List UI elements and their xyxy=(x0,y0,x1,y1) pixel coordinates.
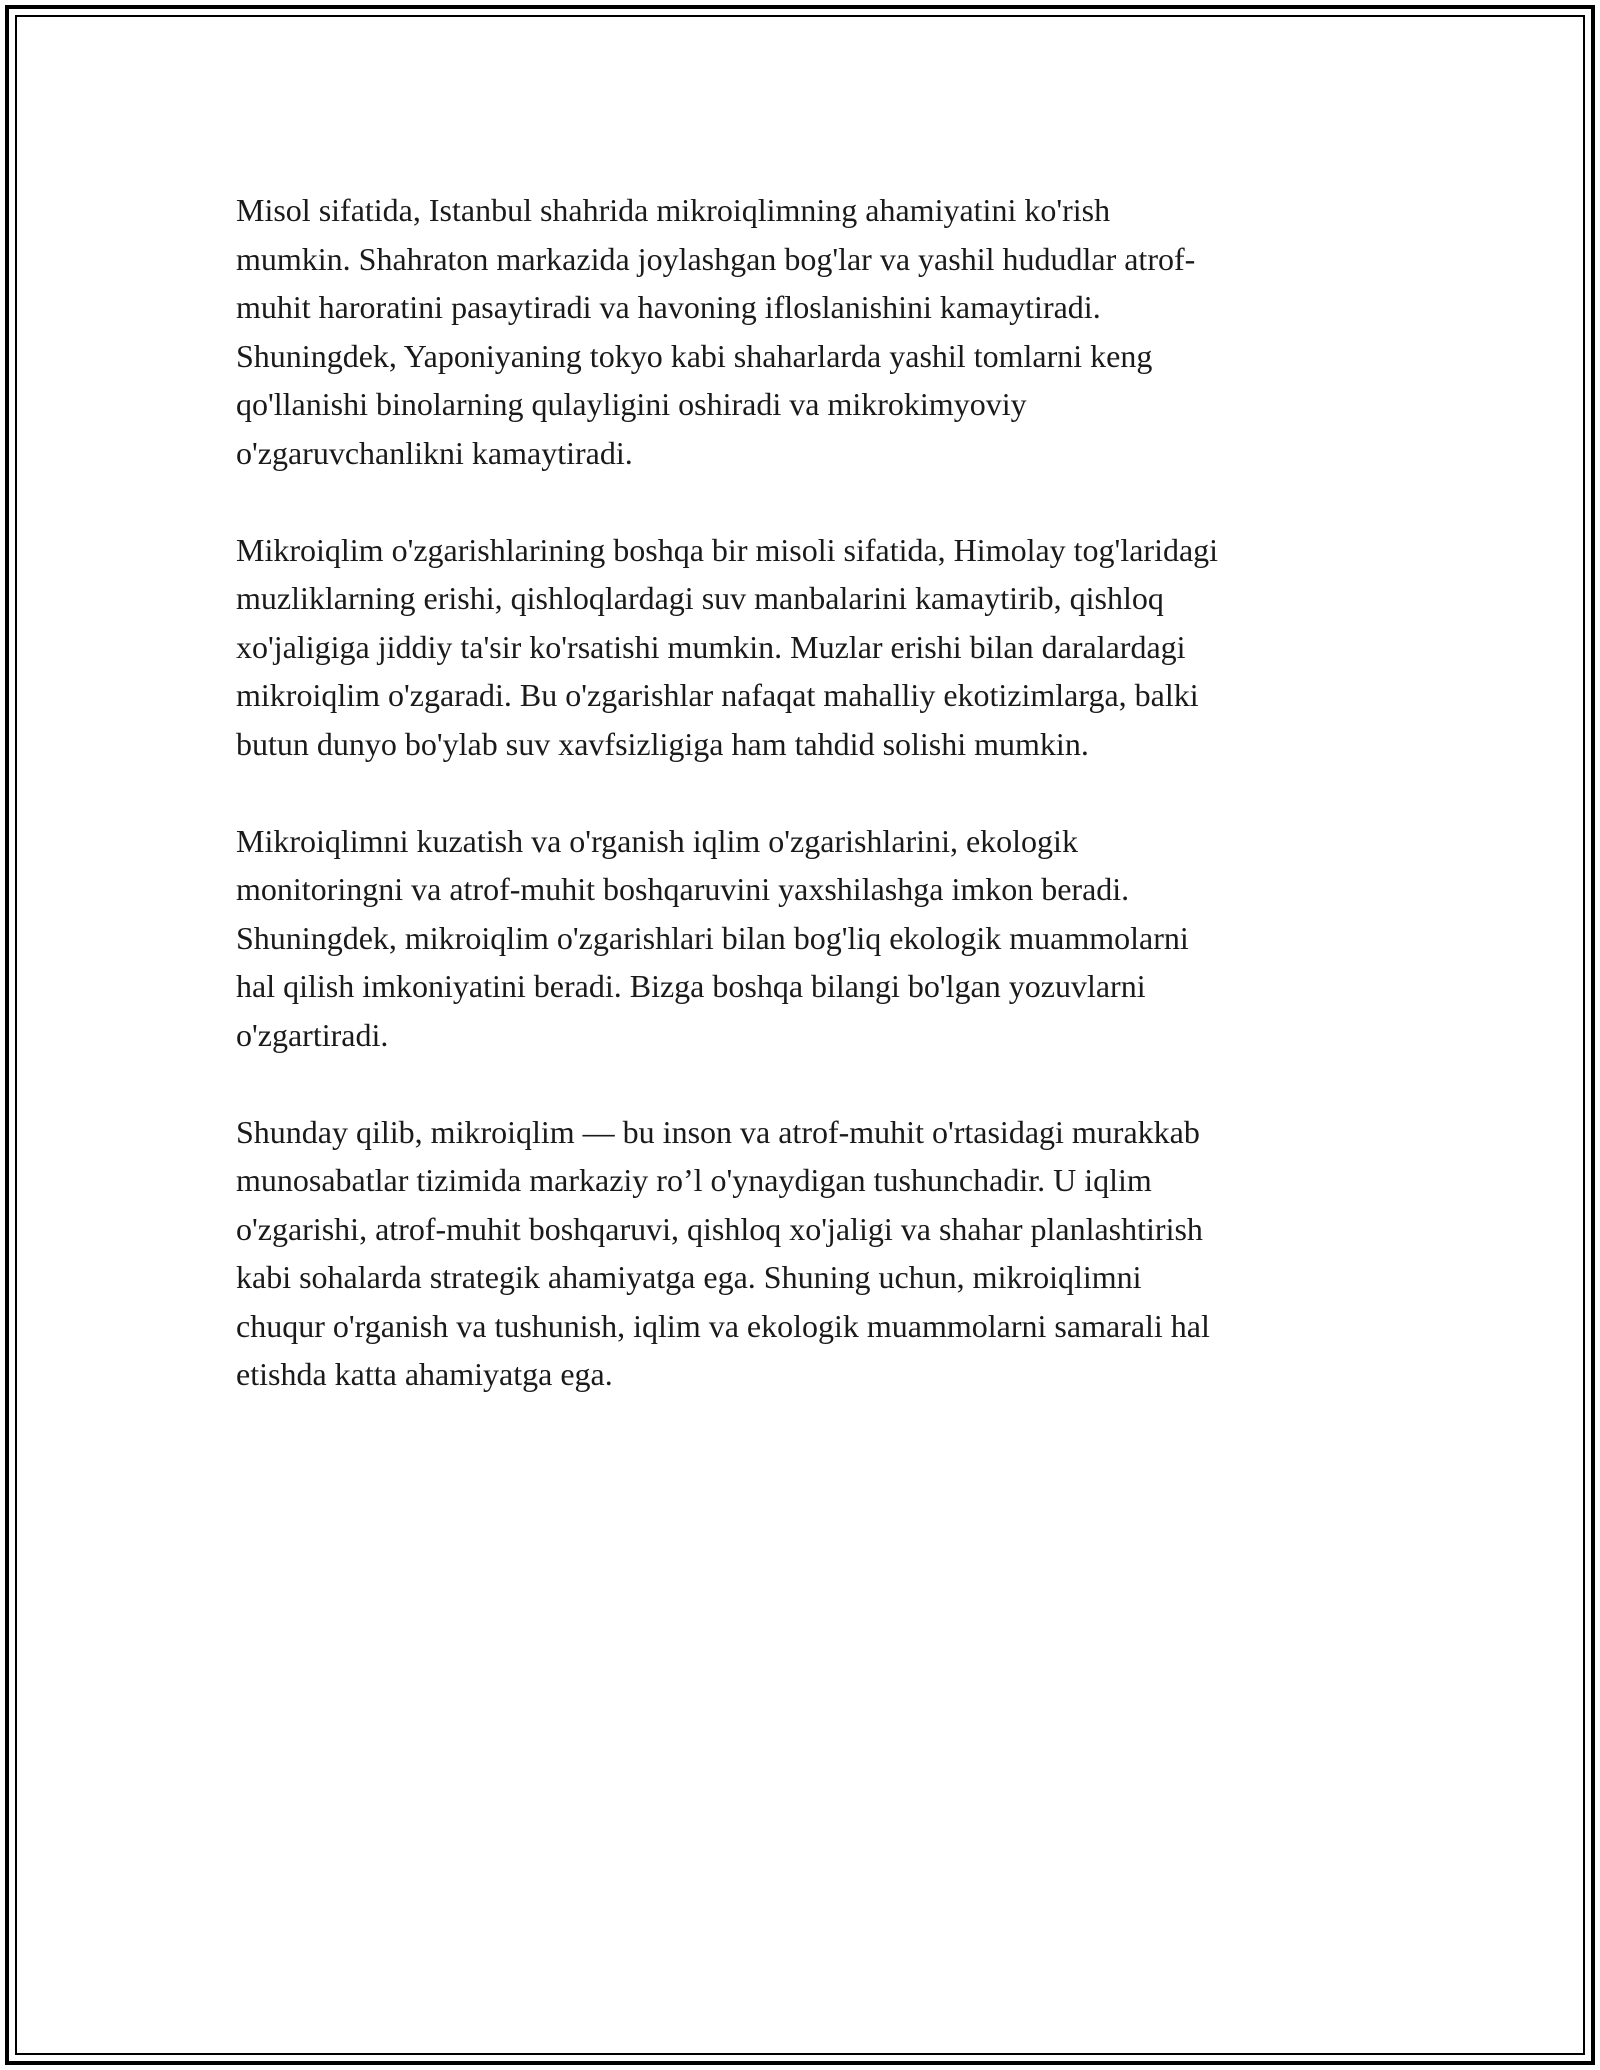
text-line: mikroiqlim o'zgaradi. Bu o'zgarishlar nafaqat mahalliy ekotizimlarga, balki xyxy=(236,677,1199,713)
text-line: chuqur o'rganish va tushunish, iqlim va ekologik muammolarni samarali hal xyxy=(236,1307,1210,1344)
text-line: kabi sohalarda strategik ahamiyatga ega. Shuning uchun, mikroiqlimni xyxy=(236,1259,1142,1295)
text-line: muzliklarning erishi, qishloqlardagi suv manbalarini kamaytirib, qishloq xyxy=(236,580,1164,616)
paragraph-2 xyxy=(236,526,1376,769)
text-line: Shuningdek, mikroiqlim o'zgarishlari bilan bog'liq ekologik muammolarni xyxy=(236,919,1189,956)
text-line: Mikroiqlim o'zgarishlarining boshqa bir misoli sifatida, Himolay tog'laridagi xyxy=(236,531,1219,568)
text-line: Mikroiqlimni kuzatish va o'rganish iqlim o'zgarishlarini, ekologik xyxy=(236,822,1078,859)
text-line: Shunday qilib, mikroiqlim — bu inson va atrof-muhit o'rtasidagi murakkab xyxy=(236,1113,1200,1150)
paragraph-3 xyxy=(236,817,1376,1060)
text-line: Misol sifatida, Istanbul shahrida mikroiqlimning ahamiyatini ko'rish xyxy=(236,192,1111,228)
paragraph-1 xyxy=(236,186,1376,477)
text-line: qo'llanishi binolarning qulayligini oshiradi va mikrokimyoviy xyxy=(236,386,1027,422)
text-line: munosabatlar tizimida markaziy ro’l o'ynaydigan tushunchadir. U iqlim xyxy=(236,1162,1152,1198)
paragraph-4 xyxy=(236,1108,1376,1399)
text-line: monitoringni va atrof-muhit boshqaruvini yaxshilashga imkon beradi. xyxy=(236,871,1130,907)
text-line: etishda katta ahamiyatga ega. xyxy=(236,1356,613,1392)
text-line: mumkin. Shahraton markazida joylashgan bog'lar va yashil hududlar atrof- xyxy=(236,240,1196,277)
text-line: o'zgartiradi. xyxy=(236,1016,389,1053)
text-line: butun dunyo bo'ylab suv xavfsizligiga ham tahdid solishi mumkin. xyxy=(236,725,1089,762)
document-body xyxy=(236,186,1376,1447)
text-line: xo'jaligiga jiddiy ta'sir ko'rsatishi mumkin. Muzlar erishi bilan daralardagi xyxy=(236,628,1186,665)
text-line: o'zgarishi, atrof-muhit boshqaruvi, qishloq xo'jaligi va shahar planlashtirish xyxy=(236,1210,1203,1247)
text-line: muhit haroratini pasaytiradi va havoning ifloslanishini kamaytiradi. xyxy=(236,289,1101,325)
text-line: o'zgaruvchanlikni kamaytiradi. xyxy=(236,434,633,471)
text-line: hal qilish imkoniyatini beradi. Bizga boshqa bilangi bo'lgan yozuvlarni xyxy=(236,968,1146,1004)
text-line: Shuningdek, Yaponiyaning tokyo kabi shaharlarda yashil tomlarni keng xyxy=(236,337,1153,374)
